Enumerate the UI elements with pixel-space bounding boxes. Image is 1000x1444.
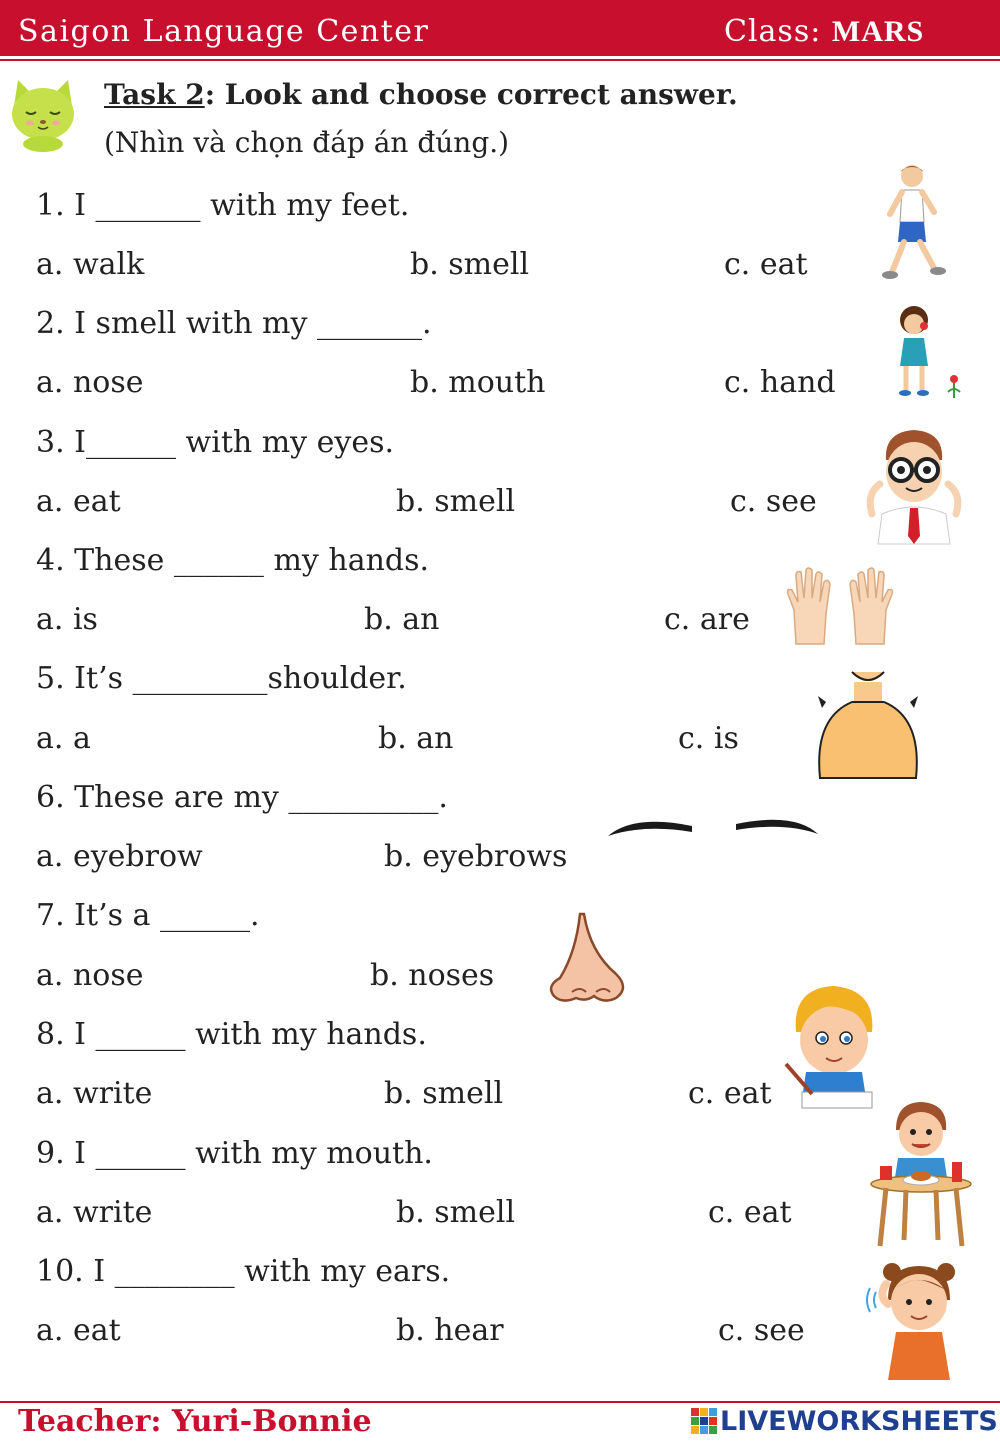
walking-boy-icon xyxy=(872,162,952,284)
header-bar xyxy=(0,0,1000,56)
eyebrows-icon xyxy=(604,810,822,840)
class-name: MARS xyxy=(831,15,925,48)
q2-option-c[interactable]: c. hand xyxy=(724,365,836,400)
question-5: 5. It’s _________shoulder. xyxy=(36,661,407,696)
q9-option-c[interactable]: c. eat xyxy=(708,1195,792,1230)
question-9: 9. I ______ with my mouth. xyxy=(36,1136,433,1171)
q4-option-c[interactable]: c. are xyxy=(664,602,750,637)
q8-option-c[interactable]: c. eat xyxy=(688,1076,772,1111)
class-info xyxy=(724,14,924,49)
cat-mascot-icon xyxy=(8,76,78,152)
q1-option-b[interactable]: b. smell xyxy=(410,247,530,282)
q2-option-a[interactable]: a. nose xyxy=(36,365,144,400)
q2-option-b[interactable]: b. mouth xyxy=(410,365,546,400)
question-1: 1. I _______ with my feet. xyxy=(36,188,410,223)
hands-icon xyxy=(784,566,896,648)
q8-option-a[interactable]: a. write xyxy=(36,1076,153,1111)
q5-option-a[interactable]: a. a xyxy=(36,721,91,756)
liveworksheets-brand: LIVEWORKSHEETS xyxy=(720,1405,998,1437)
q9-option-b[interactable]: b. smell xyxy=(396,1195,516,1230)
class-label: Class: xyxy=(724,14,822,49)
boy-writing-icon xyxy=(782,982,886,1114)
shoulders-icon xyxy=(812,668,924,780)
task-number: Task 2 xyxy=(104,78,205,111)
q1-option-c[interactable]: c. eat xyxy=(724,247,808,282)
task-subtitle: (Nhìn và chọn đáp án đúng.) xyxy=(104,126,510,159)
q3-option-c[interactable]: c. see xyxy=(730,484,817,519)
question-2: 2. I smell with my _______. xyxy=(36,306,432,341)
header-divider xyxy=(0,59,1000,61)
q10-option-c[interactable]: c. see xyxy=(718,1313,805,1348)
question-7: 7. It’s a ______. xyxy=(36,898,260,933)
q10-option-a[interactable]: a. eat xyxy=(36,1313,121,1348)
q3-option-a[interactable]: a. eat xyxy=(36,484,121,519)
q8-option-b[interactable]: b. smell xyxy=(384,1076,504,1111)
q5-option-c[interactable]: c. is xyxy=(678,721,739,756)
q7-option-a[interactable]: a. nose xyxy=(36,958,144,993)
q7-option-b[interactable]: b. noses xyxy=(370,958,495,993)
nose-icon xyxy=(546,912,630,1004)
task-title xyxy=(104,78,738,111)
question-8: 8. I ______ with my hands. xyxy=(36,1017,427,1052)
boy-with-glasses-icon xyxy=(864,424,964,548)
question-3: 3. I______ with my eyes. xyxy=(36,425,395,460)
q9-option-a[interactable]: a. write xyxy=(36,1195,153,1230)
footer-divider xyxy=(0,1401,1000,1403)
question-6: 6. These are my __________. xyxy=(36,780,448,815)
liveworksheets-logo xyxy=(690,1404,998,1438)
task-instruction: : Look and choose correct answer. xyxy=(204,78,738,111)
q6-option-b[interactable]: b. eyebrows xyxy=(384,839,568,874)
q4-option-a[interactable]: a. is xyxy=(36,602,98,637)
q6-option-a[interactable]: a. eyebrow xyxy=(36,839,203,874)
question-4: 4. These ______ my hands. xyxy=(36,543,430,578)
girl-smelling-flower-icon xyxy=(888,302,964,402)
q3-option-b[interactable]: b. smell xyxy=(396,484,516,519)
school-name: Saigon Language Center xyxy=(18,14,430,49)
liveworksheets-grid-icon xyxy=(690,1407,718,1435)
teacher-name: Teacher: Yuri-Bonnie xyxy=(18,1404,372,1439)
q1-option-a[interactable]: a. walk xyxy=(36,247,145,282)
girl-listening-icon xyxy=(866,1256,972,1382)
q4-option-b[interactable]: b. an xyxy=(364,602,440,637)
q5-option-b[interactable]: b. an xyxy=(378,721,454,756)
boy-eating-icon xyxy=(866,1100,976,1250)
question-10: 10. I ________ with my ears. xyxy=(36,1254,451,1289)
q10-option-b[interactable]: b. hear xyxy=(396,1313,504,1348)
